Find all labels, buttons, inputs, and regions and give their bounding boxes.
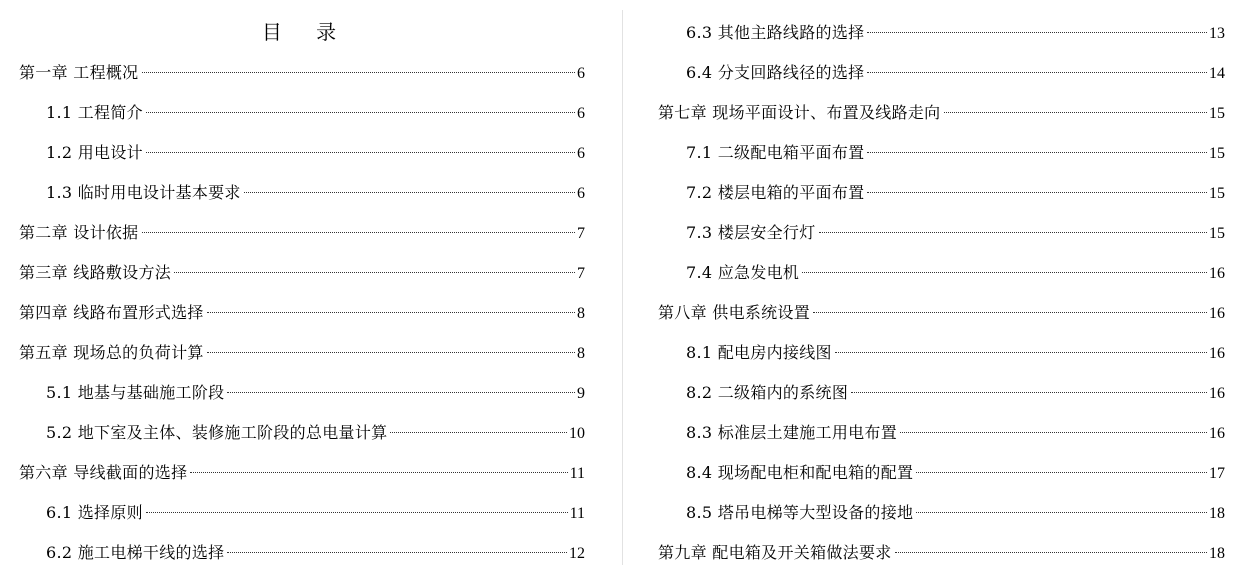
toc-page-number: 16 bbox=[1209, 345, 1225, 362]
toc-section-entry[interactable] bbox=[640, 218, 1225, 258]
toc-dot-leader bbox=[867, 151, 1207, 153]
toc-page-number: 12 bbox=[569, 545, 585, 562]
toc-page-number: 8 bbox=[577, 305, 585, 322]
toc-section-entry[interactable] bbox=[640, 378, 1225, 418]
toc-dot-leader bbox=[813, 311, 1207, 313]
toc-entry-title: 1.3 临时用电设计基本要求 bbox=[46, 183, 241, 202]
toc-dot-leader bbox=[819, 231, 1207, 233]
toc-page-number: 6 bbox=[577, 105, 585, 122]
toc-dot-leader bbox=[207, 311, 575, 313]
toc-section-entry[interactable] bbox=[640, 338, 1225, 378]
toc-entry-title: 6.4 分支回路线径的选择 bbox=[686, 63, 865, 82]
toc-page-number: 17 bbox=[1209, 465, 1225, 482]
toc-entry-title: 第四章 线路布置形式选择 bbox=[19, 303, 204, 322]
toc-chapter-entry[interactable] bbox=[640, 98, 1225, 138]
toc-page-number: 15 bbox=[1209, 105, 1225, 122]
toc-dot-leader bbox=[835, 351, 1207, 353]
toc-entry-title: 6.3 其他主路线路的选择 bbox=[686, 23, 865, 42]
toc-entry-title: 5.2 地下室及主体、装修施工阶段的总电量计算 bbox=[46, 423, 388, 442]
toc-dot-leader bbox=[900, 431, 1207, 433]
toc-chapter-entry[interactable] bbox=[0, 58, 585, 98]
toc-entry-title: 第一章 工程概况 bbox=[19, 63, 139, 82]
toc-dot-leader bbox=[190, 471, 567, 473]
toc-page-number: 13 bbox=[1209, 25, 1225, 42]
toc-entry-title: 8.4 现场配电柜和配电箱的配置 bbox=[686, 463, 914, 482]
toc-title: 目 录 bbox=[261, 20, 351, 44]
toc-dot-leader bbox=[851, 391, 1207, 393]
toc-page-number: 16 bbox=[1209, 265, 1225, 282]
toc-section-entry[interactable] bbox=[0, 178, 585, 218]
toc-dot-leader bbox=[174, 271, 575, 273]
toc-entry-title: 1.2 用电设计 bbox=[46, 143, 143, 162]
toc-dot-leader bbox=[802, 271, 1207, 273]
toc-page-number: 16 bbox=[1209, 305, 1225, 322]
toc-dot-leader bbox=[227, 391, 575, 393]
toc-dot-leader bbox=[916, 511, 1207, 513]
toc-section-entry[interactable] bbox=[640, 498, 1225, 538]
toc-dot-leader bbox=[390, 431, 567, 433]
toc-section-entry[interactable] bbox=[0, 138, 585, 178]
toc-dot-leader bbox=[867, 191, 1207, 193]
toc-entry-title: 7.1 二级配电箱平面布置 bbox=[686, 143, 865, 162]
toc-page-number: 15 bbox=[1209, 225, 1225, 242]
toc-entry-title: 6.1 选择原则 bbox=[46, 503, 143, 522]
toc-entry-title: 6.2 施工电梯干线的选择 bbox=[46, 543, 225, 562]
toc-entry-title: 1.1 工程简介 bbox=[46, 103, 143, 122]
toc-entry-title: 第二章 设计依据 bbox=[19, 223, 139, 242]
toc-entry-title: 第三章 线路敷设方法 bbox=[19, 263, 172, 282]
toc-dot-leader bbox=[146, 151, 575, 153]
toc-entry-title: 第九章 配电箱及开关箱做法要求 bbox=[658, 543, 892, 562]
toc-page-number: 18 bbox=[1209, 545, 1225, 562]
toc-dot-leader bbox=[895, 551, 1207, 553]
toc-list-right bbox=[640, 18, 1248, 578]
toc-page-number: 18 bbox=[1209, 505, 1225, 522]
toc-section-entry[interactable] bbox=[640, 258, 1225, 298]
toc-page-number: 10 bbox=[569, 425, 585, 442]
toc-page-number: 8 bbox=[577, 345, 585, 362]
toc-entry-title: 第七章 现场平面设计、布置及线路走向 bbox=[658, 103, 941, 122]
toc-dot-leader bbox=[867, 71, 1207, 73]
toc-page-number: 11 bbox=[569, 465, 585, 482]
toc-entry-title: 7.3 楼层安全行灯 bbox=[686, 223, 816, 242]
toc-page-left bbox=[0, 0, 612, 565]
toc-chapter-entry[interactable] bbox=[0, 258, 585, 298]
toc-chapter-entry[interactable] bbox=[0, 458, 585, 498]
toc-page-number: 11 bbox=[569, 505, 585, 522]
toc-page-number: 7 bbox=[577, 225, 585, 242]
toc-dot-leader bbox=[142, 71, 576, 73]
toc-chapter-entry[interactable] bbox=[0, 338, 585, 378]
toc-page-number: 15 bbox=[1209, 185, 1225, 202]
toc-dot-leader bbox=[244, 191, 575, 193]
toc-entry-title: 5.1 地基与基础施工阶段 bbox=[46, 383, 225, 402]
toc-section-entry[interactable] bbox=[640, 58, 1225, 98]
toc-page-number: 16 bbox=[1209, 425, 1225, 442]
toc-dot-leader bbox=[142, 231, 576, 233]
toc-entry-title: 7.2 楼层电箱的平面布置 bbox=[686, 183, 865, 202]
toc-entry-title: 第六章 导线截面的选择 bbox=[19, 463, 188, 482]
toc-section-entry[interactable] bbox=[0, 98, 585, 138]
toc-page-number: 16 bbox=[1209, 385, 1225, 402]
toc-dot-leader bbox=[867, 31, 1207, 33]
toc-page-number: 14 bbox=[1209, 65, 1225, 82]
toc-section-entry[interactable] bbox=[640, 418, 1225, 458]
toc-chapter-entry[interactable] bbox=[640, 298, 1225, 338]
toc-dot-leader bbox=[944, 111, 1208, 113]
toc-chapter-entry[interactable] bbox=[640, 538, 1225, 578]
toc-dot-leader bbox=[207, 351, 575, 353]
toc-entry-title: 8.1 配电房内接线图 bbox=[686, 343, 832, 362]
toc-section-entry[interactable] bbox=[0, 538, 585, 578]
toc-list-left bbox=[0, 58, 612, 578]
toc-chapter-entry[interactable] bbox=[0, 298, 585, 338]
toc-section-entry[interactable] bbox=[640, 18, 1225, 58]
toc-page-right bbox=[640, 0, 1248, 565]
toc-section-entry[interactable] bbox=[0, 498, 585, 538]
page-divider bbox=[622, 10, 623, 565]
toc-entry-title: 7.4 应急发电机 bbox=[686, 263, 800, 282]
toc-section-entry[interactable] bbox=[640, 178, 1225, 218]
toc-dot-leader bbox=[146, 511, 568, 513]
toc-entry-title: 第五章 现场总的负荷计算 bbox=[19, 343, 204, 362]
toc-entry-title: 第八章 供电系统设置 bbox=[658, 303, 811, 322]
toc-entry-title: 8.3 标准层土建施工用电布置 bbox=[686, 423, 898, 442]
toc-section-entry[interactable] bbox=[0, 418, 585, 458]
toc-page-number: 6 bbox=[577, 65, 585, 82]
toc-entry-title: 8.2 二级箱内的系统图 bbox=[686, 383, 849, 402]
toc-dot-leader bbox=[146, 111, 575, 113]
toc-chapter-entry[interactable] bbox=[0, 218, 585, 258]
toc-page-number: 15 bbox=[1209, 145, 1225, 162]
toc-page-number: 7 bbox=[577, 265, 585, 282]
toc-page-number: 6 bbox=[577, 145, 585, 162]
toc-entry-title: 8.5 塔吊电梯等大型设备的接地 bbox=[686, 503, 914, 522]
toc-page-number: 6 bbox=[577, 185, 585, 202]
toc-dot-leader bbox=[916, 471, 1207, 473]
toc-page-number: 9 bbox=[577, 385, 585, 402]
toc-section-entry[interactable] bbox=[0, 378, 585, 418]
toc-section-entry[interactable] bbox=[640, 458, 1225, 498]
toc-section-entry[interactable] bbox=[640, 138, 1225, 178]
toc-dot-leader bbox=[227, 551, 567, 553]
